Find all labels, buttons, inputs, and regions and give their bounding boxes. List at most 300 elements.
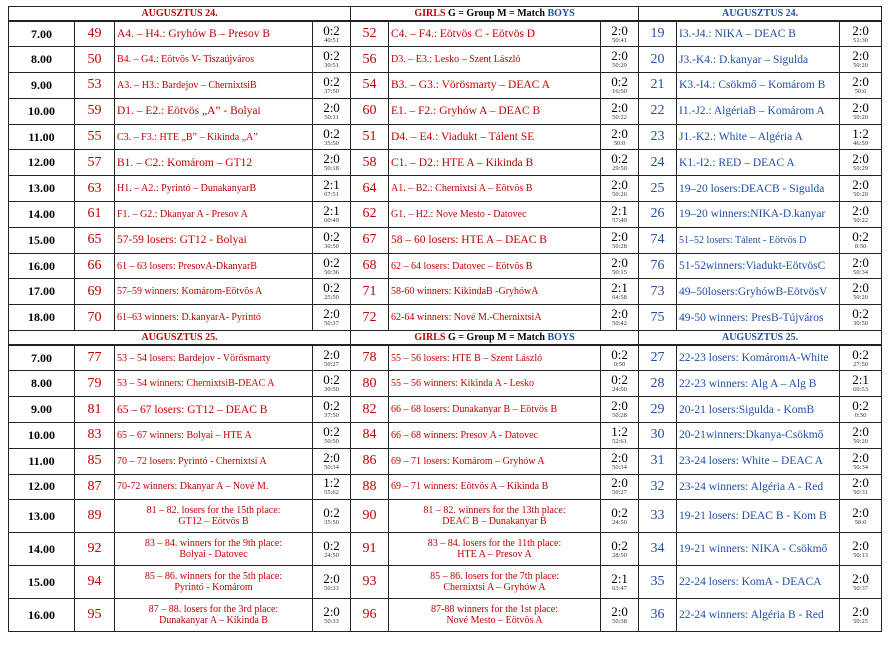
game-number: 90 [351,500,389,533]
score-cell [601,474,639,500]
set-score: 2:0 [852,570,869,586]
match-cell: 51–52 losers: Tálent - Eötvös D [677,227,840,253]
set-score: 0:2 [323,254,340,270]
game-number: 60 [351,98,389,124]
point-score: 50:41 [612,36,627,44]
score-cell [840,474,882,500]
match-teams: GT12 – Eötvös B [178,516,249,528]
score-cell [840,253,882,279]
point-score: 25:50 [324,294,339,302]
match-cell: 62 – 64 losers: Datovec – Eötvös B [389,253,601,279]
score-cell [313,227,351,253]
match-round: 81 – 82. losers for the 15th place: [146,505,281,517]
match-row [9,279,882,305]
set-score: 2:0 [852,202,869,218]
game-number: 23 [639,124,677,150]
game-number: 49 [75,21,115,47]
match-teams: Bolyai - Datovec [179,549,248,561]
set-score: 0:2 [611,151,628,167]
score-cell [313,448,351,474]
match-cell: A1. – B2.: Chernixtsi A – Eötvös B [389,176,601,202]
match-cell: K3.-I4.: Csökmő – Komárom B [677,73,840,99]
score-cell [601,533,639,566]
day-header-row [9,331,882,346]
match-cell: 49–50losers:GryhówB-EötvösV [677,279,840,305]
game-number: 55 [75,124,115,150]
game-number: 79 [75,371,115,397]
game-number: 87 [75,474,115,500]
match-cell: D3. – E3.: Lesko – Szent László [389,47,601,73]
match-cell [389,566,601,599]
game-number: 35 [639,566,677,599]
game-number: 77 [75,345,115,371]
set-score: 2:0 [611,306,628,322]
score-cell [601,150,639,176]
score-cell [313,150,351,176]
point-score: 37:50 [324,412,339,420]
score-cell [840,150,882,176]
game-number: 63 [75,176,115,202]
match-teams: Nové Mesto – Eötvös A [446,615,543,627]
point-score: 50:33 [324,584,339,592]
set-score: 2:0 [611,48,628,64]
match-cell: 19-21 losers: DEAC B - Kom B [677,500,840,533]
point-score: 50:0 [854,518,867,526]
game-number: 58 [351,150,389,176]
match-cell: 22-23 winners: Alg A – Alg B [677,371,840,397]
set-score: 2:0 [852,99,869,115]
point-score: 30:50 [853,320,868,328]
legend-text: G = Group M = Match [447,8,545,19]
point-score: 50:31 [853,489,868,497]
game-number: 76 [639,253,677,279]
match-round: 83 – 84. losers for the 11th place: [427,538,562,550]
match-cell: 53 – 54 losers: Bardejov - Vörösmarty [115,345,313,371]
score-cell [601,253,639,279]
match-teams: DEAC B – Dunakanyar B [442,516,547,528]
time-cell: 15.00 [9,566,75,599]
match-cell: 22-24 losers: KomA - DEACA [677,566,840,599]
point-score: 24:50 [612,386,627,394]
set-score: 2:0 [852,22,869,38]
match-row [9,599,882,632]
score-cell [601,448,639,474]
time-cell: 13.00 [9,176,75,202]
game-number: 78 [351,345,389,371]
match-cell [115,599,313,632]
match-cell: 57-59 losers: GT12 - Bolyai [115,227,313,253]
game-number: 88 [351,474,389,500]
score-cell [840,98,882,124]
game-number: 26 [639,202,677,228]
score-cell [840,73,882,99]
time-cell: 11.00 [9,448,75,474]
day-header-right: AUGUSZTUS 25. [639,331,882,346]
set-score: 2:0 [611,398,628,414]
point-score: 30:51 [324,62,339,70]
game-number: 96 [351,599,389,632]
game-number: 66 [75,253,115,279]
set-score: 2:0 [852,73,869,89]
match-row [9,202,882,228]
set-score: 2:1 [611,280,628,296]
game-number: 32 [639,474,677,500]
game-number: 75 [639,305,677,331]
match-cell: 57–59 winners: Komárom-Eötvös A [115,279,313,305]
set-score: 0:2 [611,372,628,388]
point-score: 50:25 [853,617,868,625]
point-score: 50:37 [853,584,868,592]
game-number: 51 [351,124,389,150]
score-cell [313,253,351,279]
set-score: 0:2 [611,537,628,553]
match-cell: 22-24 winners: Algéria B - Red [677,599,840,632]
score-cell [840,305,882,331]
match-row [9,73,882,99]
match-cell: 55 – 56 losers: HTE B – Szent László [389,345,601,371]
point-score: 37:50 [324,87,339,95]
match-cell: 19-21 winners: NIKA - Csökmő [677,533,840,566]
match-cell: I3.-J4.: NIKA – DEAC B [677,21,840,47]
game-number: 85 [75,448,115,474]
match-teams: Pyrintó - Komárom [174,582,253,594]
day-header-legend [351,7,639,22]
point-score: 0:50 [613,360,626,368]
game-number: 67 [351,227,389,253]
match-cell: J1.-K2.: White – Algéria A [677,124,840,150]
set-score: 2:0 [852,151,869,167]
score-cell [313,599,351,632]
score-cell [840,202,882,228]
set-score: 0:2 [323,398,340,414]
match-cell [115,566,313,599]
time-cell: 17.00 [9,279,75,305]
set-score: 0:2 [323,504,340,520]
time-cell: 8.00 [9,47,75,73]
score-cell [840,566,882,599]
point-score: 35:50 [324,518,339,526]
girls-label: GIRLS [414,8,446,19]
score-cell [840,176,882,202]
set-score: 0:2 [323,48,340,64]
game-number: 84 [351,422,389,448]
time-cell: 14.00 [9,202,75,228]
set-score: 2:0 [611,603,628,619]
set-score: 2:0 [852,603,869,619]
point-score: 57:49 [612,216,627,224]
match-cell: 22-23 losers: KomáromA-White [677,345,840,371]
point-score: 24:50 [324,551,339,559]
match-row [9,566,882,599]
point-score: 50:34 [853,268,868,276]
match-row [9,345,882,371]
match-cell: 66 – 68 losers: Dunakanyar B – Eötvös B [389,397,601,423]
game-number: 20 [639,47,677,73]
game-number: 72 [351,305,389,331]
time-cell: 8.00 [9,371,75,397]
match-cell: 62-64 winners: Nové M.-ChernixtsiA [389,305,601,331]
match-cell: 69 – 71 losers: Komárom – Gryhów A [389,448,601,474]
time-cell: 10.00 [9,98,75,124]
set-score: 2:0 [852,537,869,553]
set-score: 0:2 [323,22,340,38]
match-cell: 66 – 68 winners: Presov A - Datovec [389,422,601,448]
score-cell [313,371,351,397]
game-number: 68 [351,253,389,279]
point-score: 50:42 [612,320,627,328]
score-cell [601,279,639,305]
point-score: 52:61 [612,437,627,445]
time-cell: 12.00 [9,150,75,176]
game-number: 27 [639,345,677,371]
match-cell: J3.-K4.: D.kanyar – Sigulda [677,47,840,73]
game-number: 65 [75,227,115,253]
set-score: 0:2 [611,73,628,89]
set-score: 2:1 [323,177,340,193]
score-cell [840,422,882,448]
game-number: 69 [75,279,115,305]
match-cell: E1. – F2.: Gryhów A – DEAC B [389,98,601,124]
score-cell [601,566,639,599]
game-number: 57 [75,150,115,176]
point-score: 0:50 [854,412,867,420]
match-row [9,227,882,253]
score-cell [313,566,351,599]
score-cell [313,47,351,73]
score-cell [840,371,882,397]
match-round: 83 – 84. winners for the 9th place: [144,538,283,550]
schedule-table [8,6,882,632]
point-score: 64:58 [612,294,627,302]
set-score: 0:2 [852,398,869,414]
point-score: 50:11 [324,113,339,121]
match-round: 81 – 82. winners for the 13th place: [423,505,566,517]
point-score: 55:62 [324,489,339,497]
score-cell [840,124,882,150]
match-cell: C3. – F3.: HTE „B” – Kikinda „A” [115,124,313,150]
game-number: 24 [639,150,677,176]
set-score: 1:2 [323,475,340,491]
match-cell: G1. – H2.: Nove Mesto - Datovec [389,202,601,228]
match-cell: 19–20 losers:DEACB - Sigulda [677,176,840,202]
set-score: 2:0 [611,99,628,115]
match-row [9,448,882,474]
match-teams: Chernixtsi A – Gryhów A [443,582,546,594]
point-score: 50:38 [612,617,627,625]
match-row [9,422,882,448]
time-cell: 18.00 [9,305,75,331]
game-number: 28 [639,371,677,397]
match-row [9,150,882,176]
match-cell: F1. – G2.: Dkanyar A - Presov A [115,202,313,228]
point-score: 50:13 [853,551,868,559]
match-cell: 20-21 losers:Sigulda - KomB [677,397,840,423]
game-number: 86 [351,448,389,474]
game-number: 19 [639,21,677,47]
set-score: 2:0 [611,228,628,244]
point-score: 50:29 [853,191,868,199]
score-cell [313,422,351,448]
match-cell: C1. – D2.: HTE A – Kikinda B [389,150,601,176]
set-score: 0:2 [323,423,340,439]
set-score: 0:2 [852,306,869,322]
game-number: 61 [75,202,115,228]
match-cell: 20-21winners:Dkanya-Csökmő [677,422,840,448]
score-cell [313,345,351,371]
point-score: 50:37 [324,320,339,328]
match-cell: 61 – 63 losers: PresovA-DkanyarB [115,253,313,279]
score-cell [313,397,351,423]
point-score: 24:50 [612,518,627,526]
score-cell [601,371,639,397]
boys-label: BOYS [547,332,575,344]
point-score: 30:50 [324,242,339,250]
score-cell [840,21,882,47]
point-score: 50:22 [612,113,627,121]
day-header-legend [351,331,639,346]
point-score: 50:22 [853,216,868,224]
set-score: 2:0 [852,475,869,491]
point-score: 50:50 [324,437,339,445]
game-number: 50 [75,47,115,73]
point-score: 50:20 [853,113,868,121]
point-score: 16:50 [612,87,627,95]
match-round: 85 – 86. losers for the 7th place: [430,571,559,583]
set-score: 2:0 [852,177,869,193]
match-cell: B3. – G3.: Vörösmarty – DEAC A [389,73,601,99]
match-cell: 65 – 67 winners: Bolyai – HTE A [115,422,313,448]
score-cell [840,227,882,253]
game-number: 53 [75,73,115,99]
match-row [9,474,882,500]
match-cell: B1. – C2.: Komárom – GT12 [115,150,313,176]
set-score: 2:0 [323,151,340,167]
set-score: 2:0 [323,346,340,362]
point-score: 50:26 [612,191,627,199]
set-score: 0:2 [323,73,340,89]
game-number: 33 [639,500,677,533]
match-round: 87 – 88. losers for the 3rd place: [148,604,279,616]
day-header-row [9,7,882,22]
match-cell: 53 – 54 winners: ChernixtsiB-DEAC A [115,371,313,397]
set-score: 2:0 [323,449,340,465]
point-score: 50:0 [854,87,867,95]
point-score: 50:29 [853,165,868,173]
set-score: 1:2 [852,125,869,141]
game-number: 36 [639,599,677,632]
match-cell: I1.-J2.: AlgériaB – Komárom A [677,98,840,124]
point-score: 60:53 [853,386,868,394]
match-cell: 61–63 winners: D.kanyarA- Pyrintó [115,305,313,331]
set-score: 1:2 [611,423,628,439]
match-cell: B4. – G4.: Eötvös V- Tiszaújváros [115,47,313,73]
score-cell [601,397,639,423]
point-score: 35:50 [324,139,339,147]
game-number: 64 [351,176,389,202]
match-cell: 51-52winners:Viadukt-EötvösC [677,253,840,279]
girls-label: GIRLS [414,332,446,344]
score-cell [313,73,351,99]
match-cell: A4. – H4.: Gryhów B – Presov B [115,21,313,47]
set-score: 2:1 [323,202,340,218]
score-cell [313,474,351,500]
point-score: 60:49 [324,216,339,224]
set-score: 2:0 [852,280,869,296]
set-score: 2:0 [852,48,869,64]
match-row [9,500,882,533]
match-cell: 23-24 winners: Algéria A - Red [677,474,840,500]
score-cell [313,305,351,331]
set-score: 2:0 [323,306,340,322]
set-score: 2:0 [611,125,628,141]
game-number: 94 [75,566,115,599]
schedule-body [9,7,882,632]
match-round: 87-88 winners for the 1st place: [431,604,558,616]
match-cell: C4. – F4.: Eötvös C - Eötvös D [389,21,601,47]
game-number: 74 [639,227,677,253]
game-number: 22 [639,98,677,124]
game-number: 80 [351,371,389,397]
game-number: 95 [75,599,115,632]
score-cell [313,98,351,124]
time-cell: 11.00 [9,124,75,150]
time-cell: 16.00 [9,599,75,632]
match-cell: D1. – E2.: Eötvös „A” - Bolyai [115,98,313,124]
set-score: 2:0 [852,423,869,439]
boys-label: BOYS [547,8,575,19]
game-number: 56 [351,47,389,73]
point-score: 50:34 [612,463,627,471]
score-cell [840,599,882,632]
score-cell [601,305,639,331]
score-cell [840,533,882,566]
time-cell: 12.00 [9,474,75,500]
set-score: 0:2 [323,280,340,296]
match-cell [115,500,313,533]
point-score: 67:51 [324,191,339,199]
time-cell: 9.00 [9,73,75,99]
match-cell [389,533,601,566]
point-score: 50:34 [324,463,339,471]
score-cell [840,47,882,73]
match-round: 85 – 86. winners for the 5th place: [144,571,283,583]
game-number: 30 [639,422,677,448]
set-score: 2:1 [611,202,628,218]
time-cell: 9.00 [9,397,75,423]
match-row [9,371,882,397]
point-score: 50:20 [853,62,868,70]
score-cell [313,21,351,47]
match-teams: Dunakanyar A – Kikinda B [159,615,268,627]
point-score: 29:50 [612,165,627,173]
match-cell: 19–20 winners:NIKA-D.kanyar [677,202,840,228]
point-score: 50:20 [853,437,868,445]
point-score: 50:20 [853,294,868,302]
time-cell: 14.00 [9,533,75,566]
game-number: 34 [639,533,677,566]
score-cell [601,227,639,253]
match-teams: HTE A – Presov A [457,549,532,561]
set-score: 2:0 [611,449,628,465]
score-cell [601,21,639,47]
day-header-left: AUGUSZTUS 25. [9,331,351,346]
point-score: 30:50 [324,386,339,394]
score-cell [601,124,639,150]
game-number: 71 [351,279,389,305]
score-cell [601,599,639,632]
set-score: 2:0 [323,570,340,586]
match-row [9,47,882,73]
